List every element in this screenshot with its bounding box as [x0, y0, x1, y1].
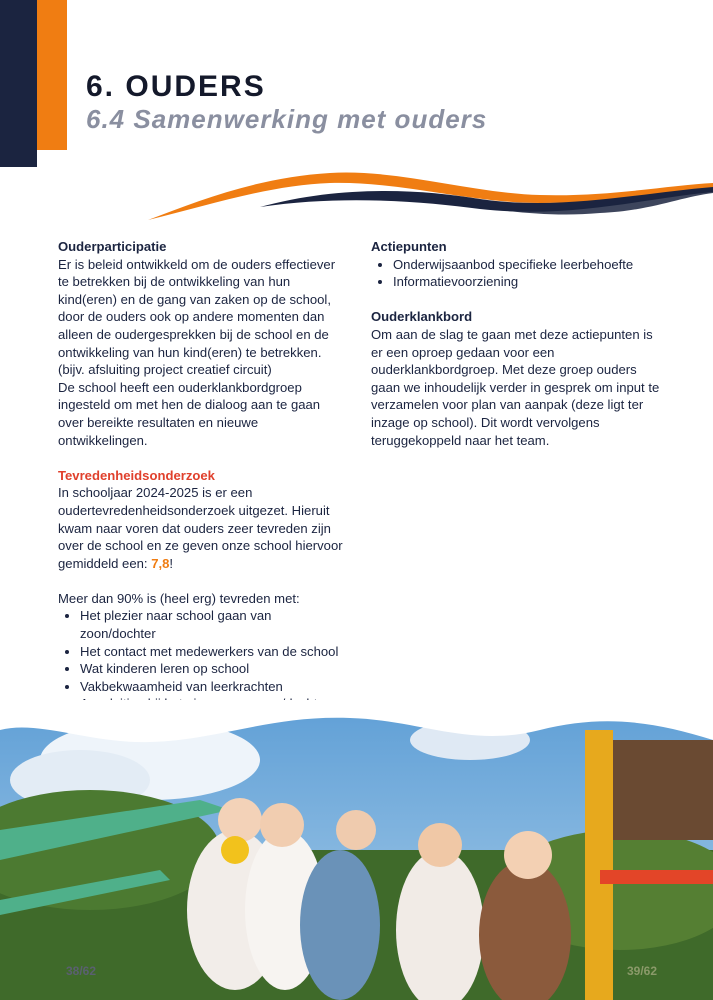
navy-accent-bar — [0, 0, 37, 167]
page-number-left: 38/62 — [66, 964, 97, 978]
list-item: • Het contact met medewerkers van de school — [80, 643, 348, 661]
list-item: • Onderwijsaanbod specifieke leerbehoefte — [393, 256, 661, 274]
list-item: • Vakbekwaamheid van leerkrachten — [80, 678, 348, 696]
satisfaction-list — [58, 607, 348, 713]
brush-swoosh-decoration — [140, 165, 713, 225]
tevredenheid-heading: Tevredenheidsonderzoek — [58, 467, 215, 483]
list-item: • Wat kinderen leren op school — [80, 660, 348, 678]
ouderparticipatie-text: Er is beleid ontwikkeld om de ouders effectiever te betrekken bij de ontwikkeling van hun kind(eren) en de gang van zaken op de school, door de ouders ook op andere momenten dan alleen de oudergesprekken bij de school en de ontwikkeling van hun kind(eren) te betrekken. (bijv. afsluiting project creatief circuit) — [58, 256, 336, 378]
tevredenheid-text — [58, 484, 348, 572]
actiepunten-heading: Actiepunten — [371, 239, 447, 254]
right-column — [371, 238, 661, 449]
chapter-title: 6. OUDERS — [86, 70, 266, 103]
ouderklankbord-text: Om aan de slag te gaan met deze actiepunten is er een oproep gedaan voor een ouderklankbordgroep. Met deze groep ouders gaan we inhoudelijk verder in gesprek om input te verzamelen voor plan van aanpak (deze ligt ter inzage op school). Dit wordt vervolgens teruggekoppeld naar het team. — [371, 326, 660, 448]
left-column — [58, 238, 348, 713]
actiepunten-list — [371, 256, 661, 291]
page-number-right: 39/62 — [627, 964, 658, 978]
list-item: • Informatievoorziening — [393, 273, 661, 291]
satisfaction-list-intro: Meer dan 90% is (heel erg) tevreden met: — [58, 590, 300, 606]
satisfaction-score: 7,8 — [151, 555, 170, 571]
orange-accent-bar — [37, 0, 67, 150]
score-suffix: ! — [169, 555, 174, 571]
children-playground-photo — [0, 700, 713, 1000]
tevredenheid-body: In schooljaar 2024-2025 is er een oudertevredenheidsonderzoek uitgezet. Hieruit kwam naar voren dat ouders zeer tevreden zijn over de school en ze geven onze school hiervoor gemiddeld een: — [58, 485, 343, 571]
section-subtitle: 6.4 Samenwerking met ouders — [86, 104, 488, 134]
list-item: • Het plezier naar school gaan van zoon/dochter — [80, 607, 348, 642]
ouderparticipatie-heading: Ouderparticipatie — [58, 239, 167, 254]
ouderklankbordgroep-text: De school heeft een ouderklankbordgroep ingesteld om met hen de dialoog aan te gaan over bereikte resultaten en nieuwe ontwikkelingen. — [58, 379, 321, 448]
ouderklankbord-heading: Ouderklankbord — [371, 309, 473, 325]
